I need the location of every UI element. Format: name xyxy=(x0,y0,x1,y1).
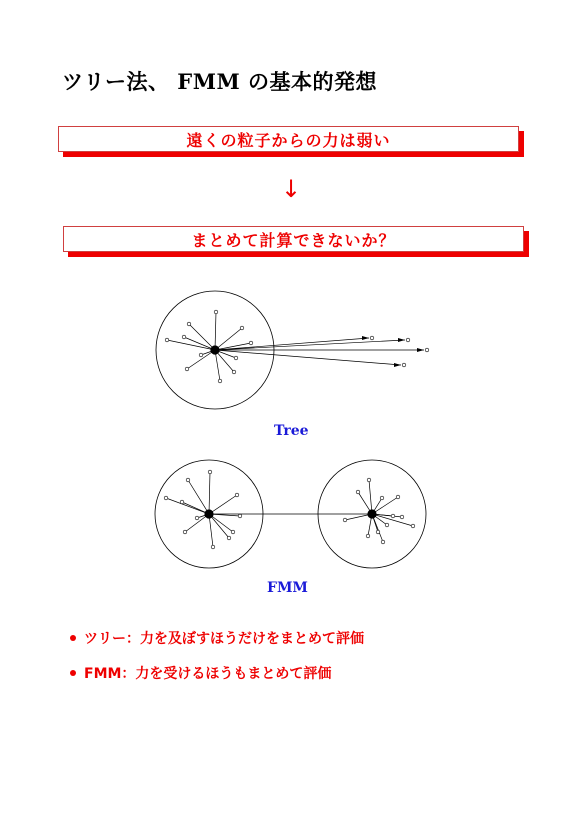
tree-fmm-diagram xyxy=(0,280,579,600)
tree-ray xyxy=(215,312,216,350)
fmm-target-particle xyxy=(385,523,389,527)
headline-text: 遠くの粒子からの力は弱い xyxy=(186,130,391,150)
fmm-target-particle xyxy=(356,490,360,494)
fmm-target-ray xyxy=(372,497,398,514)
tree-particle xyxy=(218,379,222,383)
fmm-target-center-point xyxy=(368,510,376,518)
fmm-target-particle xyxy=(343,518,347,522)
tree-force-line xyxy=(215,338,369,350)
headline-box-weak-force xyxy=(58,126,519,152)
tree-target-particle xyxy=(370,336,374,340)
tree-particle xyxy=(199,353,203,357)
bullet-dot-icon xyxy=(70,635,76,641)
fmm-source-particle xyxy=(227,536,231,540)
tree-force-line xyxy=(215,350,401,365)
fmm-source-particle xyxy=(180,500,184,504)
fmm-target-particle xyxy=(376,530,380,534)
fmm-source-particle xyxy=(211,545,215,549)
bullet-text: FMM：力を受けるほうもまとめて評価 xyxy=(84,666,332,682)
tree-target-particle xyxy=(425,348,429,352)
tree-ray xyxy=(215,328,242,350)
tree-particle xyxy=(187,322,191,326)
fmm-source-ray xyxy=(209,514,229,538)
tree-particle xyxy=(249,341,253,345)
fmm-target-particle xyxy=(400,515,404,519)
page-title: ツリー法、 FMM の基本的発想 xyxy=(62,69,378,94)
tree-particle xyxy=(165,338,169,342)
tree-target-particle xyxy=(402,363,406,367)
tree-particle xyxy=(214,310,218,314)
fmm-source-ray xyxy=(209,472,210,514)
down-arrow-icon: ↓ xyxy=(281,175,302,203)
tree-force-line xyxy=(215,340,405,350)
bullet-tree xyxy=(70,628,364,648)
tree-particle xyxy=(234,356,238,360)
fmm-target-particle xyxy=(366,534,370,538)
bullet-fmm xyxy=(70,663,331,683)
fmm-source-particle xyxy=(186,478,190,482)
fmm-target-ray xyxy=(369,480,372,514)
fmm-source-particle xyxy=(235,493,239,497)
tree-particle xyxy=(240,326,244,330)
fmm-source-particle xyxy=(195,516,199,520)
fmm-source-particle xyxy=(208,470,212,474)
fmm-label: FMM xyxy=(267,580,308,596)
fmm-source-ray xyxy=(209,514,213,547)
tree-ray xyxy=(184,337,215,350)
fmm-diagram xyxy=(155,460,426,568)
fmm-source-particle xyxy=(238,514,242,518)
fmm-source-particle xyxy=(183,530,187,534)
fmm-target-particle xyxy=(396,495,400,499)
fmm-source-ray xyxy=(209,495,237,514)
tree-diagram xyxy=(156,291,429,409)
tree-ray xyxy=(189,324,215,350)
tree-particle xyxy=(232,370,236,374)
fmm-target-particle xyxy=(391,514,395,518)
headline-text: まとめて計算できないか？ xyxy=(191,230,396,250)
tree-particle xyxy=(182,335,186,339)
fmm-target-particle xyxy=(381,540,385,544)
arrowhead-icon xyxy=(394,363,401,367)
fmm-source-particle xyxy=(231,530,235,534)
fmm-source-ray xyxy=(188,480,209,514)
bullet-text: ツリー：力を及ぼすほうだけをまとめて評価 xyxy=(84,631,364,647)
arrowhead-icon xyxy=(362,336,369,340)
fmm-target-particle xyxy=(411,524,415,528)
headline-box-compute-together xyxy=(63,226,524,252)
fmm-target-particle xyxy=(367,478,371,482)
tree-ray xyxy=(187,350,215,369)
tree-ray xyxy=(167,340,215,350)
arrowhead-icon xyxy=(417,348,424,352)
fmm-source-particle xyxy=(164,496,168,500)
fmm-source-center-point xyxy=(205,510,213,518)
fmm-target-particle xyxy=(380,496,384,500)
tree-label: Tree xyxy=(274,423,309,439)
tree-target-particle xyxy=(406,338,410,342)
arrowhead-icon xyxy=(398,338,405,342)
tree-particle xyxy=(185,367,189,371)
fmm-source-ray xyxy=(166,498,209,514)
bullet-dot-icon xyxy=(70,670,76,676)
